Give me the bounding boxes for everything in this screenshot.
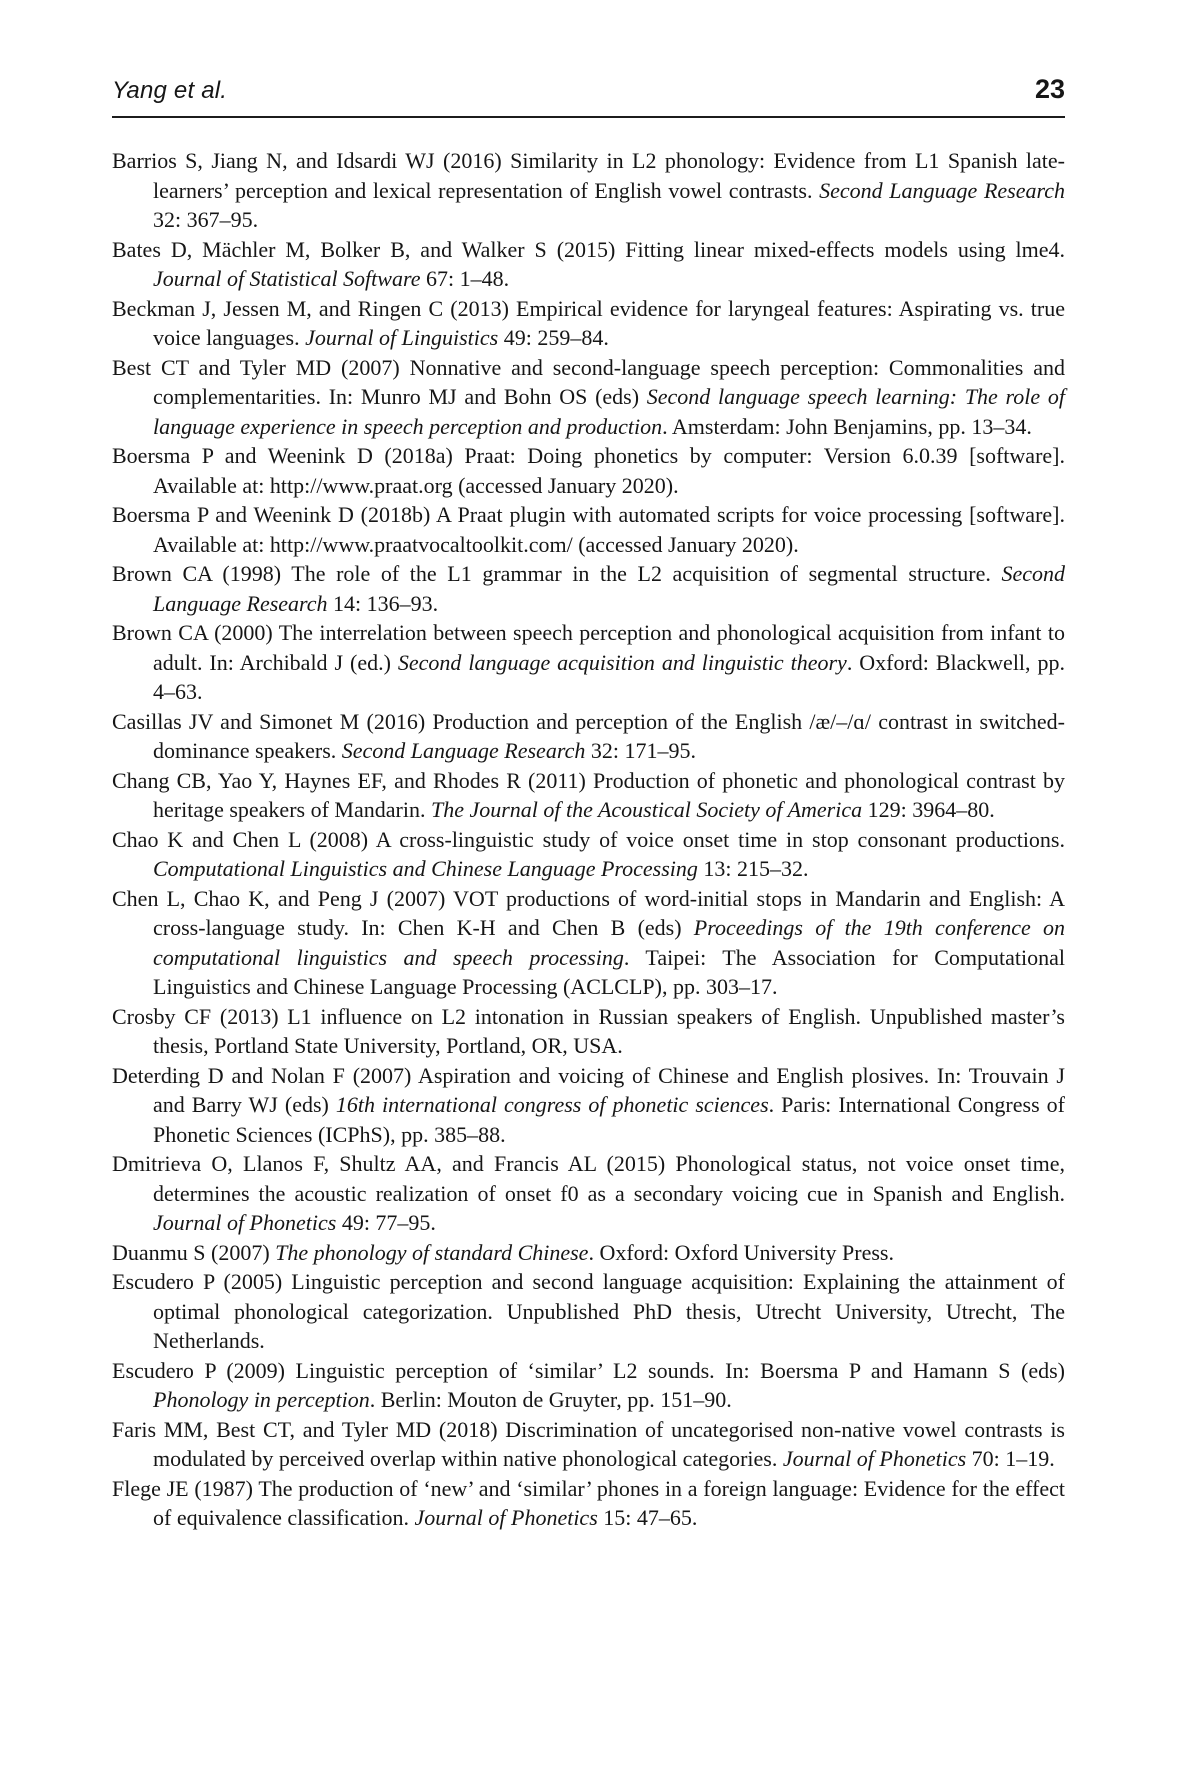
reference-entry bbox=[112, 707, 1065, 766]
reference-segment-italic: Journal of Phonetics bbox=[782, 1446, 967, 1471]
reference-segment: 15: 47–65. bbox=[597, 1505, 698, 1530]
reference-segment-italic: The Journal of the Acoustical Society of America bbox=[430, 797, 863, 822]
reference-segment: . Paris: International Congress of Phonetic Sciences (ICPhS), pp. 385–88. bbox=[153, 1092, 1065, 1147]
reference-entry bbox=[112, 146, 1065, 235]
reference-segment-italic: Proceedings of the 19th conference on computational linguistics and speech processing bbox=[153, 915, 1065, 970]
reference-entry bbox=[112, 441, 1065, 500]
reference-entry bbox=[112, 618, 1065, 707]
reference-entry bbox=[112, 235, 1065, 294]
page-number: 23 bbox=[1034, 74, 1065, 104]
reference-entry bbox=[112, 294, 1065, 353]
reference-segment: Flege JE (1987) The production of ‘new’ and ‘similar’ phones in a foreign language: Evidence for the effect of equivalence classification. bbox=[112, 1475, 1065, 1530]
reference-entry bbox=[112, 353, 1065, 442]
reference-entry bbox=[112, 559, 1065, 618]
reference-segment-italic: Journal of Linguistics bbox=[305, 325, 499, 350]
reference-segment: Escudero P (2009) Linguistic perception of ‘similar’ L2 sounds. In: Boersma P and Hamann S (eds) bbox=[112, 1357, 1065, 1383]
reference-segment: Boersma P and Weenink D (2018b) A Praat plugin with automated scripts for voice processing [software]. Available at: http://www.praatvocaltoolkit.com/ (accessed January 2020). bbox=[112, 502, 1065, 557]
reference-segment: Chao K and Chen L (2008) A cross-linguistic study of voice onset time in stop consonant productions. bbox=[112, 826, 1065, 852]
reference-segment: Chen L, Chao K, and Peng J (2007) VOT productions of word-initial stops in Mandarin and English: A cross-language study. In: Chen K-H and Chen B (eds) bbox=[112, 885, 1065, 940]
reference-entry bbox=[112, 1061, 1065, 1150]
reference-entry bbox=[112, 1238, 1065, 1268]
reference-segment: Barrios S, Jiang N, and Idsardi WJ (2016) Similarity in L2 phonology: Evidence from L1 Spanish late-learners’ perception and lexical representation of English vowel contrasts. bbox=[112, 148, 1065, 203]
reference-entry bbox=[112, 1474, 1065, 1533]
reference-segment-italic: 16th international congress of phonetic sciences bbox=[335, 1092, 769, 1117]
reference-entry bbox=[112, 825, 1065, 884]
reference-segment: . Oxford: Oxford University Press. bbox=[588, 1239, 894, 1265]
reference-entry bbox=[112, 1415, 1065, 1474]
reference-segment: Boersma P and Weenink D (2018a) Praat: Doing phonetics by computer: Version 6.0.39 [software]. Available at: http://www.praat.org (accessed January 2020). bbox=[112, 443, 1065, 498]
reference-entry bbox=[112, 1149, 1065, 1238]
reference-segment-italic: Journal of Phonetics bbox=[414, 1505, 598, 1530]
running-title: Yang et al. bbox=[112, 77, 228, 104]
reference-segment: Deterding D and Nolan F (2007) Aspiration and voicing of Chinese and English plosives. In: Trouvain J and Barry WJ (eds) bbox=[112, 1062, 1065, 1117]
reference-segment: 13: 215–32. bbox=[697, 856, 809, 881]
reference-segment-italic: Journal of Phonetics bbox=[153, 1210, 337, 1235]
reference-segment: . Amsterdam: John Benjamins, pp. 13–34. bbox=[662, 413, 1032, 439]
reference-segment: Duanmu S (2007) bbox=[112, 1239, 276, 1265]
reference-segment-italic: Journal of Statistical Software bbox=[153, 266, 421, 291]
reference-segment: Dmitrieva O, Llanos F, Shultz AA, and Francis AL (2015) Phonological status, not voice onset time, determines the acoustic realization of onset f0 as a secondary voicing cue in Spanish and English. bbox=[112, 1151, 1065, 1206]
reference-segment-italic: Second Language Research bbox=[153, 561, 1065, 616]
reference-segment: 70: 1–19. bbox=[966, 1446, 1055, 1471]
reference-segment: Bates D, Mächler M, Bolker B, and Walker S (2015) Fitting linear mixed-effects models using lme4. bbox=[112, 236, 1065, 262]
reference-segment: Best CT and Tyler MD (2007) Nonnative and second-language speech perception: Commonalities and complementarities. In: Munro MJ and Bohn OS (eds) bbox=[112, 354, 1065, 409]
reference-segment: Escudero P (2005) Linguistic perception and second language acquisition: Explaining the attainment of optimal phonological categorization. Unpublished PhD thesis, Utrecht University, Utrecht, The Netherlands. bbox=[112, 1269, 1065, 1353]
reference-entry bbox=[112, 766, 1065, 825]
reference-segment-italic: Second language acquisition and linguistic theory bbox=[397, 649, 847, 675]
reference-segment: . Berlin: Mouton de Gruyter, pp. 151–90. bbox=[369, 1387, 732, 1412]
reference-segment: Brown CA (2000) The interrelation between speech perception and phonological acquisition from infant to adult. In: Archibald J (ed.) bbox=[112, 620, 1065, 675]
reference-segment: Crosby CF (2013) L1 influence on L2 intonation in Russian speakers of English. Unpublished master’s thesis, Portland State University, Portland, OR, USA. bbox=[112, 1003, 1065, 1058]
page-header bbox=[112, 74, 1065, 105]
reference-entry bbox=[112, 500, 1065, 559]
reference-segment: . Taipei: The Association for Computational Linguistics and Chinese Language Processing (ACLCLP), pp. 303–17. bbox=[153, 944, 1065, 999]
reference-segment: 67: 1–48. bbox=[420, 266, 510, 291]
reference-segment: 32: 367–95. bbox=[153, 207, 259, 232]
reference-segment-italic: Second Language Research bbox=[819, 177, 1065, 203]
reference-segment-italic: Phonology in perception bbox=[153, 1387, 370, 1412]
reference-segment: Beckman J, Jessen M, and Ringen C (2013) Empirical evidence for laryngeal features: Aspirating vs. true voice languages. bbox=[112, 295, 1065, 350]
reference-segment-italic: Second Language Research bbox=[341, 738, 586, 763]
reference-entry bbox=[112, 1002, 1065, 1061]
reference-entry bbox=[112, 1267, 1065, 1356]
reference-segment: 32: 171–95. bbox=[585, 738, 696, 763]
reference-segment: Faris MM, Best CT, and Tyler MD (2018) Discrimination of uncategorised non-native vowel contrasts is modulated by perceived overlap within native phonological categories. bbox=[112, 1416, 1065, 1471]
reference-entry bbox=[112, 1356, 1065, 1415]
header-rule bbox=[112, 116, 1065, 118]
reference-segment-italic: Second language speech learning: The role of language experience in speech perception and production bbox=[153, 384, 1065, 439]
reference-segment: . Oxford: Blackwell, pp. 4–63. bbox=[153, 649, 1065, 704]
reference-list bbox=[112, 146, 1065, 1533]
reference-entry bbox=[112, 884, 1065, 1002]
reference-segment: Chang CB, Yao Y, Haynes EF, and Rhodes R (2011) Production of phonetic and phonological contrast by heritage speakers of Mandarin. bbox=[112, 767, 1065, 822]
reference-segment: Brown CA (1998) The role of the L1 grammar in the L2 acquisition of segmental structure. bbox=[112, 561, 1002, 586]
reference-segment: 129: 3964–80. bbox=[862, 797, 995, 822]
reference-segment: 49: 77–95. bbox=[336, 1210, 436, 1235]
reference-segment-italic: Computational Linguistics and Chinese Language Processing bbox=[153, 856, 698, 881]
reference-segment: 49: 259–84. bbox=[498, 325, 609, 350]
reference-segment: Casillas JV and Simonet M (2016) Production and perception of the English /æ/–/ɑ/ contrast in switched-dominance speakers. bbox=[112, 708, 1065, 763]
reference-segment: 14: 136–93. bbox=[327, 590, 439, 616]
reference-segment-italic: The phonology of standard Chinese bbox=[275, 1239, 589, 1265]
